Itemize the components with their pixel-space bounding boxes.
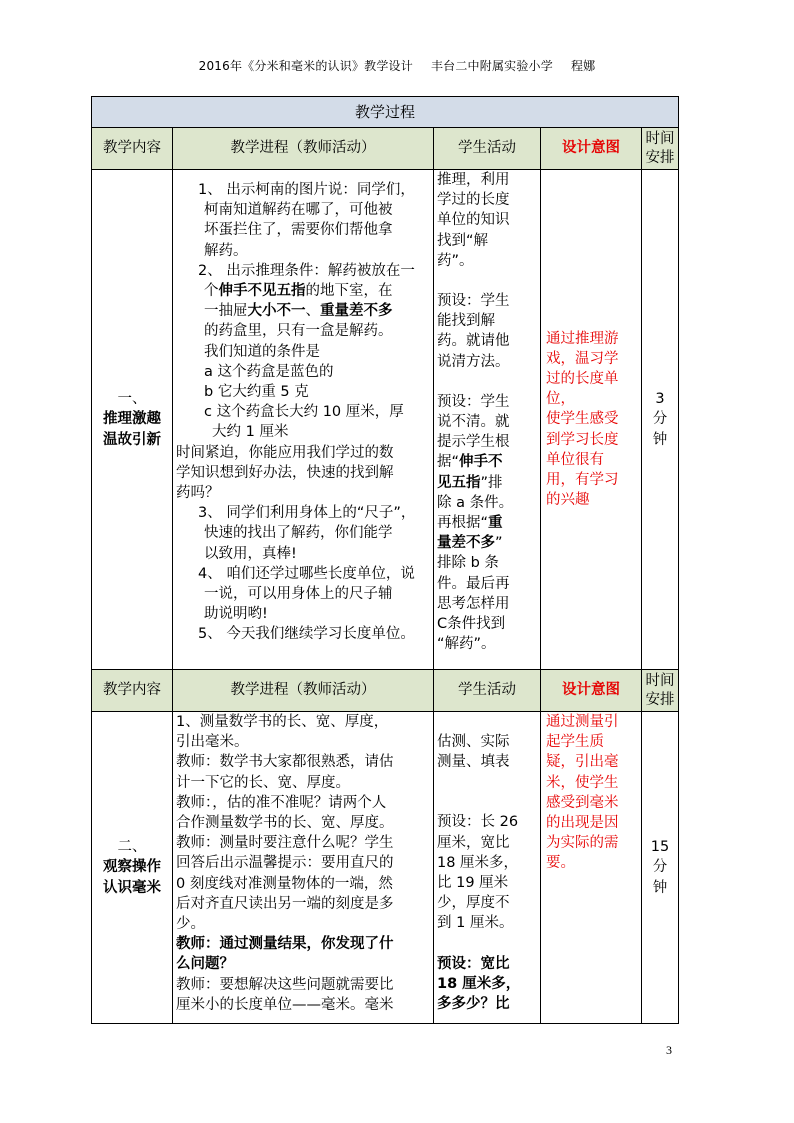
teacher-line-bold-dark: 个伸手不见五指的地下室，在 [204,283,393,300]
col-header-content-2: 教学内容 [92,670,173,712]
section1-content: 一、 推理激趣 温故引新 [92,170,173,670]
student-line-bold-4: 量差不多” [437,535,503,552]
student-line-bold-2: 见五指”排 [437,474,503,491]
section1-student: 推理，利用 学过的长度 单位的知识 找到“解 药”。 预设：学生 能找到解 药。就请他 说清方法。 预设：学生 说不清。就 提示学生根 据“伸手不 见五指”排 除 a 条件。 再根据“重 量差不多” 排除 b 条 件。最后再 思考怎样用 C条件找到 “解药”。 [434,170,541,670]
col-header-time: 时间 安排 [642,128,679,170]
section1-row [92,170,679,670]
table-header-row-2 [92,670,679,712]
table-title: 教学过程 [92,97,679,128]
section2-content: 二、 观察操作 认识毫米 [92,712,173,1024]
teacher-line-bold-weight: 一抽屉大小不一、重量差不多 [204,303,393,320]
teaching-process-table [91,96,679,1024]
section1-time: 3 分 钟 [642,170,679,670]
section2-teacher: 1、测量数学书的长、宽、厚度， 引出毫米。 教师：数学书大家都很熟悉，请估 计一下它的长、宽、厚度。 教师：，估的准不准呢？请两个人 合作测量数学书的长、宽、厚度。 教师：测量时要注意什么呢？学生 回答后出示温馨提示：要用直尺的 0 刻度线对准测量物体的一端，然 后对齐直尺读出另一端的刻度是多 少。 教师：通过测量结果，你发现了什 么问题？ 教师：要想解决这些问题就需要比 厘米小的长度单位——毫米。毫米 [173,712,434,1024]
section2-design: 通过测量引 起学生质 疑，引出毫 米，使学生 感受到毫米 的出现是因 为实际的需 要。 [541,712,642,1024]
col-header-student: 学生活动 [434,128,541,170]
section1-teacher: 1、 出示柯南的图片说：同学们， 柯南知道解药在哪了，可他被 坏蛋拦住了，需要你们帮他拿 解药。 2、 出示推理条件：解药被放在一 个伸手不见五指的地下室，在 一抽屉大小不一、重量差不多 的药盒里，只有一盒是解药。 我们知道的条件是 a 这个药盒是蓝色的 b 它大约重 5 克 c 这个药盒长大约 10 厘米，厚 大约 1 厘米 时间紧迫，你能应用我们学过的数 学知识想到好办法，快速的找到解 药吗？ 3、 同学们利用身体上的“尺子”， 快速的找出了解药，你们能学 以致用，真棒! 4、 咱们还学过哪些长度单位，说 一说，可以用身体上的尺子辅 助说明哟! 5、 今天我们继续学习长度单位。 [173,170,434,670]
student-line-bold-1: 据“伸手不 [437,454,503,471]
header-school: 丰台二中附属实验小学 [430,59,553,73]
col-header-design-2: 设计意图 [541,670,642,712]
page-header [0,57,794,74]
student-line-bold-3: 再根据“重 [437,515,503,532]
col-header-design: 设计意图 [541,128,642,170]
table-title-row [92,97,679,128]
col-header-student-2: 学生活动 [434,670,541,712]
col-header-teacher-2: 教学进程（教师活动） [173,670,434,712]
section2-row [92,712,679,1024]
page-number: 3 [666,1043,672,1057]
table-header-row [92,128,679,170]
section2-time: 15 分 钟 [642,712,679,1024]
col-header-content: 教学内容 [92,128,173,170]
header-author: 程娜 [570,59,596,73]
section1-design: 通过推理游 戏，温习学 过的长度单 位， 使学生感受 到学习长度 单位很有 用，有学习 的兴趣 [541,170,642,670]
col-header-time-2: 时间 安排 [642,670,679,712]
col-header-teacher: 教学进程（教师活动） [173,128,434,170]
header-title: 2016年《分米和毫米的认识》教学设计 [198,59,413,73]
section2-student: 估测、实际 测量、填表 预设：长 26 厘米，宽比 18 厘米多， 比 19 厘米 少，厚度不 到 1 厘米。 预设：宽比 18 厘米多， 多多少？比 [434,712,541,1024]
